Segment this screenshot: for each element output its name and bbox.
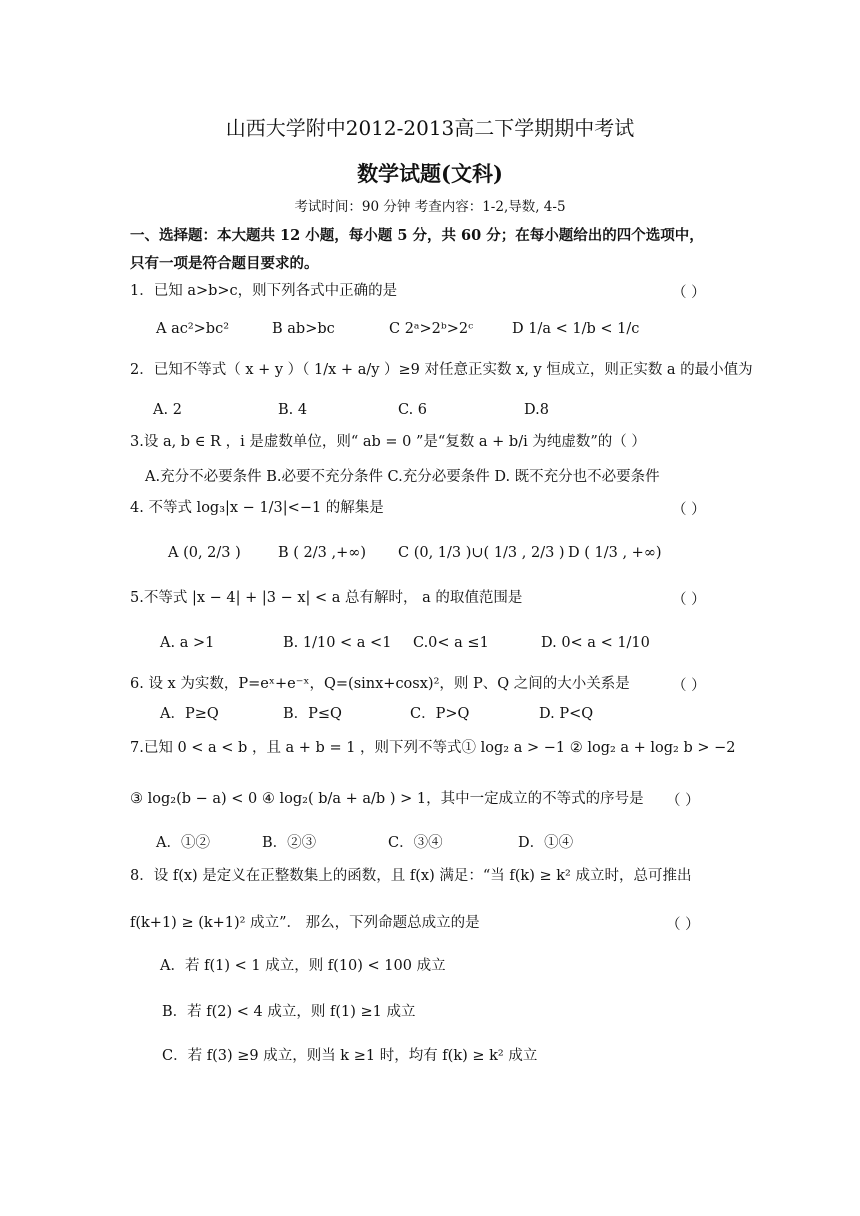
q7-option-a: A．①② xyxy=(156,835,210,851)
exam-title: 山西大学附中2012-2013高二下学期期中考试 xyxy=(225,116,635,140)
q7-answer-mark: （ ） xyxy=(666,793,700,809)
section-heading-line1: 一、选择题：本大题共 12 小题，每小题 5 分，共 60 分；在每小题给出的四个选项中， xyxy=(130,227,704,244)
q1-option-b: B ab>bc xyxy=(272,321,335,337)
q2-option-c: C. 6 xyxy=(398,402,428,418)
q6-option-b: B．P≤Q xyxy=(283,706,342,722)
q8-option-b: B．若 f(2) < 4 成立，则 f(1) ≥1 成立 xyxy=(162,1004,416,1020)
q2-option-a: A. 2 xyxy=(153,402,182,418)
q6-answer-mark: （ ） xyxy=(672,678,706,694)
q7-option-d: D．①④ xyxy=(518,835,574,851)
q5-option-d: D. 0< a < 1/10 xyxy=(541,635,650,651)
q5-option-c: C.0< a ≤1 xyxy=(413,635,489,651)
q5-option-a: A. a >1 xyxy=(160,635,215,651)
q4-option-c: C (0, 1/3 )∪( 1/3 , 2/3 ) xyxy=(398,545,565,561)
q4-answer-mark: （ ） xyxy=(672,502,706,518)
q5-answer-mark: （ ） xyxy=(672,592,706,608)
q3-stem: 3.设 a, b ∈ R ，i 是虚数单位，则“ ab = 0 ”是“复数 a + b/i 为纯虚数”的（ ） xyxy=(130,434,646,450)
section-heading-line2: 只有一项是符合题目要求的。 xyxy=(130,255,319,272)
q5-stem: 5.不等式 |x − 4| + |3 − x| < a 总有解时， a 的取值范围是 xyxy=(130,590,523,606)
q2-stem: 2．已知不等式（ x + y ）（ 1/x + a/y ）≥9 对任意正实数 x, y 恒成立，则正实数 a 的最小值为 xyxy=(130,362,753,378)
q5-option-b: B. 1/10 < a <1 xyxy=(283,635,392,651)
q6-option-d: D. P<Q xyxy=(539,706,594,722)
q8-stem-line2: f(k+1) ≥ (k+1)² 成立”． 那么，下列命题总成立的是 xyxy=(130,915,480,931)
q1-answer-mark: （ ） xyxy=(672,285,706,301)
q8-answer-mark: （ ） xyxy=(666,917,700,933)
exam-info: 考试时间：90 分钟 考查内容：1-2,导数, 4-5 xyxy=(294,199,566,215)
q1-option-d: D 1/a < 1/b < 1/c xyxy=(512,321,640,337)
q7-stem-line2: ③ log₂(b − a) < 0 ④ log₂( b/a + a/b ) > 1，其中一定成立的不等式的序号是 xyxy=(130,791,644,807)
q3-options: A.充分不必要条件 B.必要不充分条件 C.充分必要条件 D. 既不充分也不必要条件 xyxy=(145,469,660,485)
q6-option-a: A．P≥Q xyxy=(160,706,219,722)
q8-stem-line1: 8．设 f(x) 是定义在正整数集上的函数，且 f(x) 满足：“当 f(k) ≥ k² 成立时，总可推出 xyxy=(130,868,692,884)
q4-stem: 4. 不等式 log₃|x − 1/3|<−1 的解集是 xyxy=(130,500,384,516)
q4-option-a: A (0, 2/3 ) xyxy=(168,545,241,561)
q8-option-c: C．若 f(3) ≥9 成立，则当 k ≥1 时，均有 f(k) ≥ k² 成立 xyxy=(162,1048,538,1064)
q8-option-a: A．若 f(1) < 1 成立，则 f(10) < 100 成立 xyxy=(160,958,446,974)
q6-option-c: C．P>Q xyxy=(410,706,470,722)
q4-option-d: D ( 1/3 , +∞) xyxy=(568,545,662,561)
q1-option-c: C 2ᵃ>2ᵇ>2ᶜ xyxy=(389,321,474,337)
q6-stem: 6. 设 x 为实数，P=eˣ+e⁻ˣ，Q=(sinx+cosx)²，则 P、Q 之间的大小关系是 xyxy=(130,676,630,692)
q4-option-b: B ( 2/3 ,+∞) xyxy=(278,545,366,561)
q2-option-b: B. 4 xyxy=(278,402,308,418)
q2-option-d: D.8 xyxy=(524,402,549,418)
q7-stem-line1: 7.已知 0 < a < b ，且 a + b = 1 ，则下列不等式① log₂ a > −1 ② log₂ a + log₂ b > −2 xyxy=(130,740,736,756)
exam-subtitle: 数学试题(文科) xyxy=(357,161,503,186)
q7-option-b: B．②③ xyxy=(262,835,317,851)
q1-stem: 1．已知 a>b>c，则下列各式中正确的是 xyxy=(130,283,398,299)
q1-option-a: A ac²>bc² xyxy=(156,321,230,337)
q7-option-c: C．③④ xyxy=(388,835,443,851)
